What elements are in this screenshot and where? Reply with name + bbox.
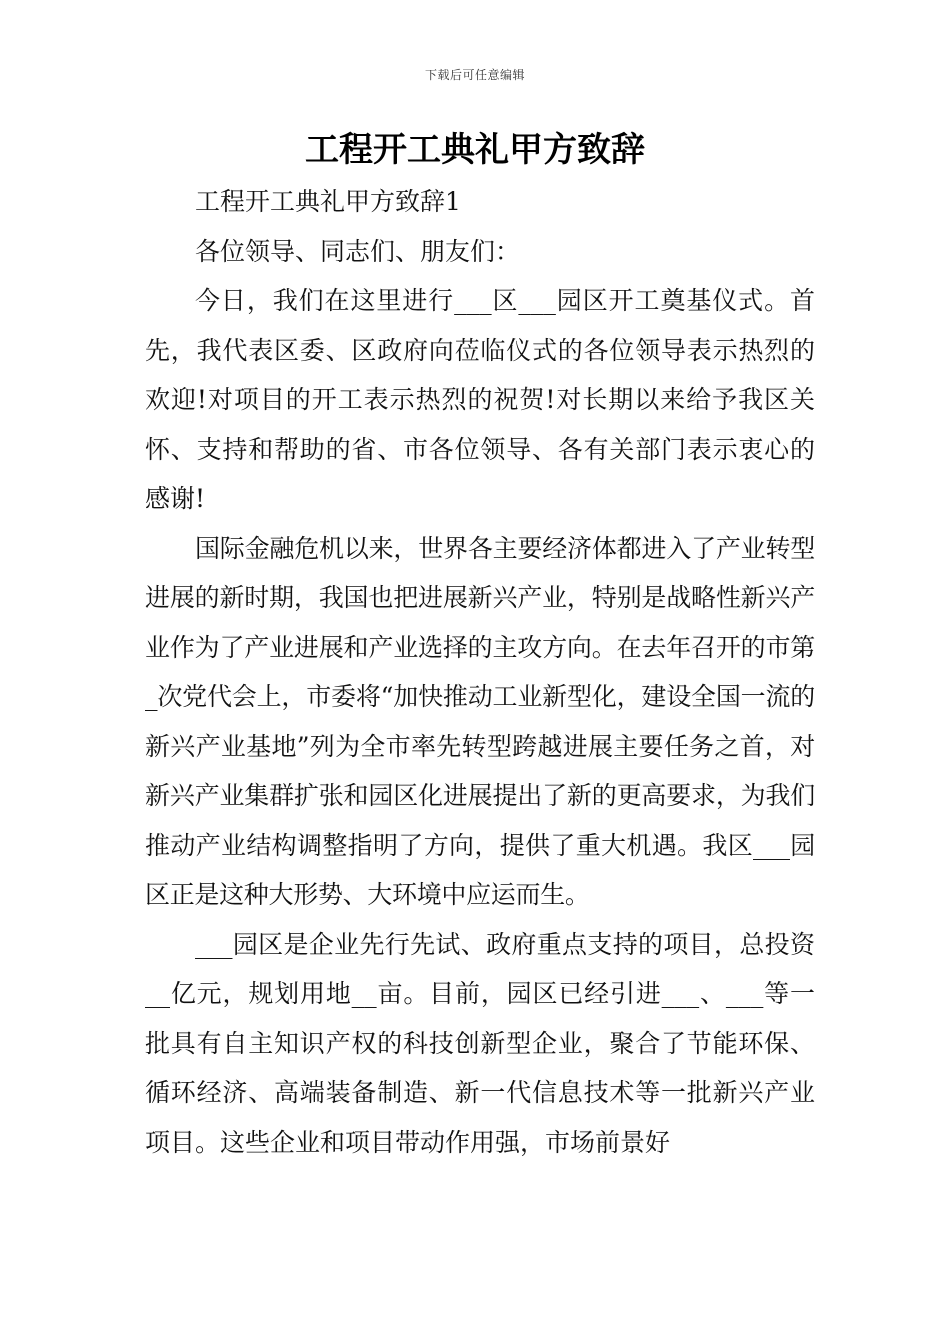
paragraph-park-intro: ___园区是企业先行先试、政府重点支持的项目，总投资__亿元，规划用地__亩。目前，园区已经引进___、___等一批具有自主知识产权的科技创新型企业，聚合了节能环保、循环经济、高端装备制造、新一代信息技术等一批新兴产业项目。这些企业和项目带动作用强，市场前景好 xyxy=(145,929,815,1157)
paragraph-opening: 今日，我们在这里进行___区___园区开工奠基仪式。首先，我代表区委、区政府向莅临仪式的各位领导表示热烈的欢迎!对项目的开工表示热烈的祝贺!对长期以来给予我区关怀、支持和帮助的省、市各位领导、各有关部门表示衷心的感谢! xyxy=(145,286,815,513)
document-body xyxy=(145,177,815,1167)
salutation: 各位领导、同志们、朋友们： xyxy=(195,236,521,266)
document-title: 工程开工典礼甲方致辞 xyxy=(305,130,645,170)
header-note: 下载后可任意编辑 xyxy=(424,68,525,82)
paragraph-background: 国际金融危机以来，世界各主要经济体都进入了产业转型进展的新时期，我国也把进展新兴产业，特别是战略性新兴产业作为了产业进展和产业选择的主攻方向。在去年召开的市第_次党代会上，市委将“加快推动工业新型化，建设全国一流的新兴产业基地”列为全市率先转型跨越进展主要任务之首，对新兴产业集群扩张和园区化进展提出了新的更高要求，为我们推动产业结构调整指明了方向，提供了重大机遇。我区___园区正是这种大形势、大环境中应运而生。 xyxy=(145,533,815,909)
document-subtitle: 工程开工典礼甲方致辞1 xyxy=(195,187,461,216)
